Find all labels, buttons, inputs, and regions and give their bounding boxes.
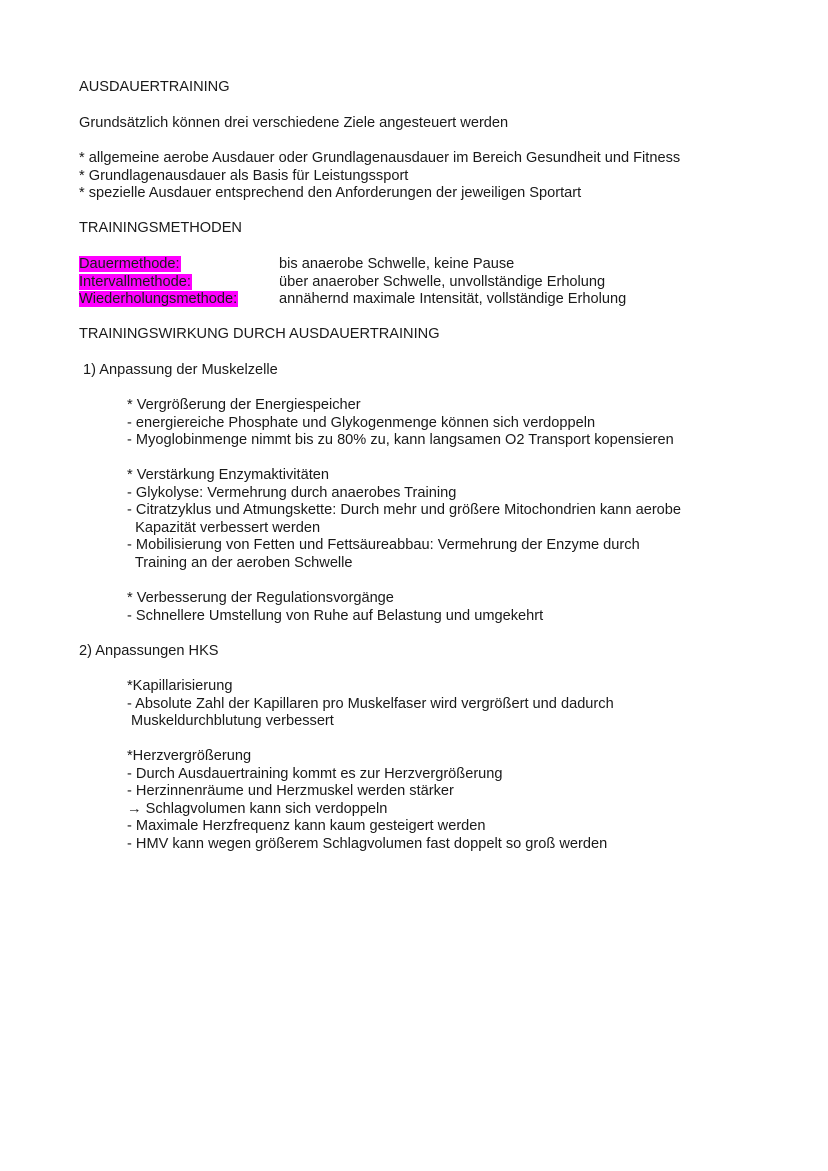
section-line: → Schlagvolumen kann sich verdoppeln xyxy=(127,800,388,817)
section-line: - energiereiche Phosphate und Glykogenmenge können sich verdoppeln xyxy=(127,414,596,431)
method-row xyxy=(79,256,779,274)
effect-heading: TRAININGSWIRKUNG DURCH AUSDAUERTRAINING xyxy=(79,326,440,342)
method-desc: annähernd maximale Intensität, vollständige Erholung xyxy=(279,291,627,307)
section-line: * Verstärkung Enzymaktivitäten xyxy=(127,467,329,483)
section-line: - Mobilisierung von Fetten und Fettsäureabbau: Vermehrung der Enzyme durch xyxy=(127,537,640,553)
section-heading: 1) Anpassung der Muskelzelle xyxy=(79,362,278,378)
section-line: Kapazität verbessert werden xyxy=(127,519,321,536)
method-row xyxy=(79,291,779,309)
section-line: Training an der aeroben Schwelle xyxy=(127,554,353,571)
method-desc: über anaerober Schwelle, unvollständige Erholung xyxy=(279,273,606,290)
goal-item: * allgemeine aerobe Ausdauer oder Grundlagenausdauer im Bereich Gesundheit und Fitness xyxy=(79,150,681,166)
section-line: - Herzinnenräume und Herzmuskel werden stärker xyxy=(127,783,454,799)
section-line: - Durch Ausdauertraining kommt es zur Herzvergrößerung xyxy=(127,765,503,782)
section-line: * Vergrößerung der Energiespeicher xyxy=(127,397,361,413)
intro-text: Grundsätzlich können drei verschiedene Ziele angesteuert werden xyxy=(79,115,509,131)
section-line: - Myoglobinmenge nimmt bis zu 80% zu, kann langsamen O2 Transport kopensieren xyxy=(127,432,674,448)
method-desc: bis anaerobe Schwelle, keine Pause xyxy=(279,256,515,272)
section-line: *Kapillarisierung xyxy=(127,678,233,694)
section-line: * Verbesserung der Regulationsvorgänge xyxy=(127,590,394,606)
section-line: - Absolute Zahl der Kapillaren pro Muskelfaser wird vergrößert und dadurch xyxy=(127,695,614,712)
section-line: - Maximale Herzfrequenz kann kaum gesteigert werden xyxy=(127,818,486,834)
document-title: AUSDAUERTRAINING xyxy=(79,79,230,95)
goal-item: * spezielle Ausdauer entsprechend den Anforderungen der jeweiligen Sportart xyxy=(79,185,582,201)
method-row xyxy=(79,274,779,292)
section-line: *Herzvergrößerung xyxy=(127,748,252,764)
section-line: - HMV kann wegen größerem Schlagvolumen fast doppelt so groß werden xyxy=(127,835,608,852)
section-line: - Schnellere Umstellung von Ruhe auf Belastung und umgekehrt xyxy=(127,607,544,624)
methods-heading: TRAININGSMETHODEN xyxy=(79,220,242,236)
method-name: Intervallmethode: xyxy=(79,273,191,290)
section-heading: 2) Anpassungen HKS xyxy=(79,643,219,659)
section-line: - Citratzyklus und Atmungskette: Durch mehr und größere Mitochondrien kann aerobe xyxy=(127,502,682,518)
method-name: Dauermethode: xyxy=(79,256,180,272)
section-line: - Glykolyse: Vermehrung durch anaerobes Training xyxy=(127,484,457,501)
goal-item: * Grundlagenausdauer als Basis für Leistungssport xyxy=(79,167,409,184)
method-name: Wiederholungsmethode: xyxy=(79,291,238,307)
section-line: Muskeldurchblutung verbessert xyxy=(127,713,334,729)
